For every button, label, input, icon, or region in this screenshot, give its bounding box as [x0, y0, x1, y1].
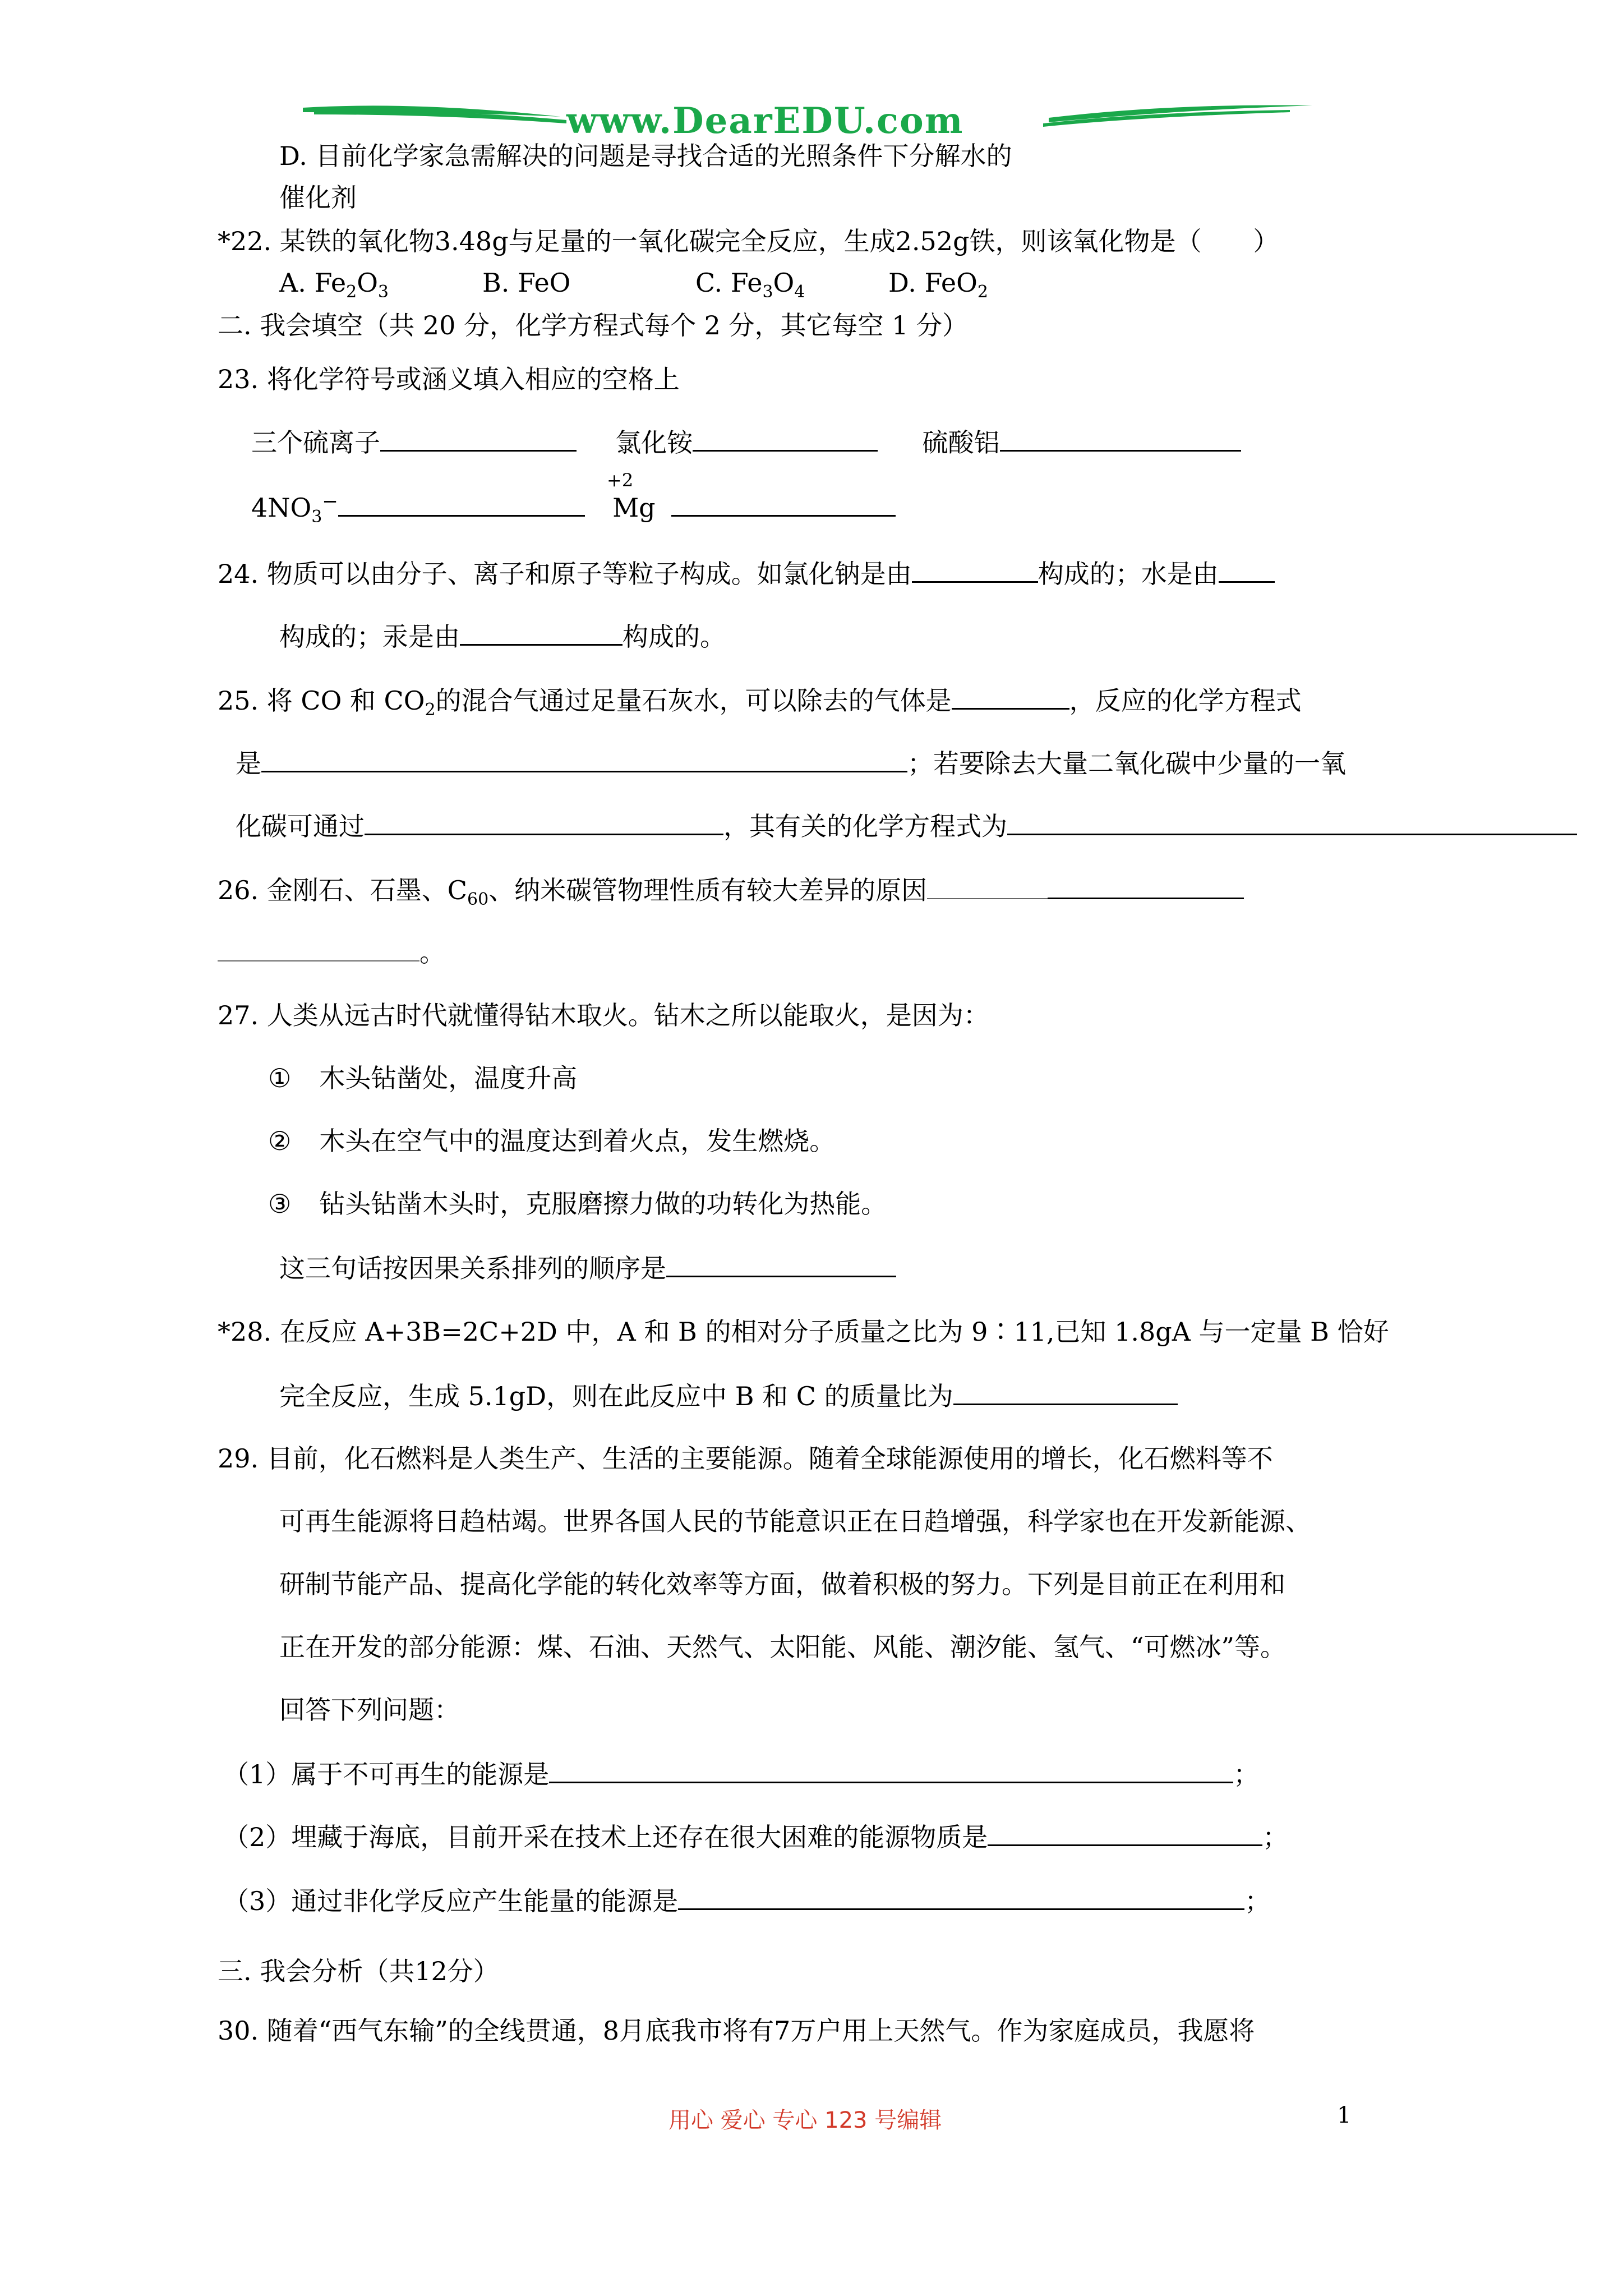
question-23: 23. 将化学符号或涵义填入相应的空格上 — [218, 364, 680, 394]
blank[interactable] — [1048, 872, 1244, 899]
q22-option-b: B. FeO — [482, 268, 571, 298]
blank[interactable] — [338, 489, 585, 517]
blank[interactable] — [912, 555, 1038, 583]
question-25-line3: 化碳可通过 ，其有关的化学方程式为 — [236, 808, 1577, 843]
q23-row1: 三个硫离子 氯化铵 硫酸铝 — [251, 424, 1241, 459]
blank[interactable] — [666, 1250, 896, 1277]
question-22: *22. 某铁的氧化物3.48g与足量的一氧化碳完全反应，生成2.52g铁，则该氧化物是（ ） — [218, 226, 1279, 256]
blank[interactable] — [927, 872, 1048, 899]
blank[interactable] — [261, 745, 907, 772]
question-30: 30. 随着“西气东输”的全线贯通，8月底我市将有7万户用上天然气。作为家庭成员，我愿将 — [218, 2016, 1255, 2046]
blank[interactable] — [380, 424, 577, 452]
blank[interactable] — [460, 618, 623, 646]
q27-item-3: ③ 钻头钻凿木头时，克服磨擦力做的功转化为热能。 — [268, 1189, 887, 1219]
q29-sub-2: （2）埋藏于海底，目前开采在技术上还存在很大困难的能源物质是 ； — [223, 1819, 1288, 1854]
question-25-line1: 25. 将 CO 和 $CO_2$的混合气通过足量石灰水，可以除去的气体是 ，反应的化学方程式 — [218, 682, 1302, 717]
q22-option-c: C. $Fe_3O_4$ — [695, 268, 805, 302]
q27-item-1: ① 木头钻凿处，温度升高 — [268, 1063, 578, 1093]
question-28-line1: *28. 在反应 A+3B=2C+2D 中，A 和 B 的相对分子质量之比为 9∶11,已知 1.8gA 与一定量 B 恰好 — [218, 1317, 1389, 1347]
question-25-line2: 是 ；若要除去大量二氧化碳中少量的一氧 — [236, 745, 1346, 780]
blank[interactable] — [952, 682, 1069, 710]
blank[interactable] — [1007, 808, 1577, 835]
question-26-line1: 26. 金刚石、石墨、$C_{60}$、纳米碳管物理性质有较大差异的原因 — [218, 872, 1244, 907]
blank[interactable] — [365, 808, 723, 835]
q29-sub-3: （3）通过非化学反应产生能量的能源是 ； — [223, 1883, 1270, 1918]
option-d-line1: D. 目前化学家急需解决的问题是寻找合适的光照条件下分解水的 — [279, 141, 1012, 171]
question-26-line2: 。 — [218, 935, 445, 969]
q27-order: 这三句话按因果关系排列的顺序是 — [279, 1250, 896, 1285]
q22-option-d: D. FeO$_2$ — [888, 268, 988, 302]
question-24-line2: 构成的；汞是由 构成的。 — [279, 618, 726, 654]
blank[interactable] — [988, 1819, 1262, 1846]
question-29-line3: 研制节能产品、提高化学能的转化效率等方面，做着积极的努力。下列是目前正在利用和 — [279, 1569, 1285, 1599]
page-number: 1 — [1337, 2102, 1352, 2128]
blank[interactable] — [1000, 424, 1241, 452]
blank[interactable] — [693, 424, 878, 452]
blank[interactable] — [953, 1378, 1178, 1405]
footer-text: 用心 爱心 专心 123 号编辑 — [668, 2108, 942, 2133]
header-logo — [303, 95, 1312, 146]
question-28-line2: 完全反应，生成 5.1gD，则在此反应中 B 和 C 的质量比为 — [279, 1378, 1178, 1413]
q27-item-2: ② 木头在空气中的温度达到着火点，发生燃烧。 — [268, 1126, 836, 1156]
question-29-line4: 正在开发的部分能源：煤、石油、天然气、太阳能、风能、潮汐能、氢气、“可燃冰”等。 — [279, 1632, 1287, 1662]
logo-text: www.DearEDU.com — [566, 100, 964, 142]
question-29-line1: 29. 目前，化石燃料是人类生产、生活的主要能源。随着全球能源使用的增长，化石燃料等不 — [218, 1443, 1273, 1474]
question-24-line1: 24. 物质可以由分子、离子和原子等粒子构成。如氯化钠是由 构成的；水是由 — [218, 555, 1275, 591]
q22-option-a: A. $Fe_2O_3$ — [279, 268, 389, 302]
blank[interactable] — [1219, 555, 1275, 583]
question-29-line5: 回答下列问题： — [279, 1695, 460, 1725]
section-3-heading: 三. 我会分析（共12分） — [218, 1956, 499, 1986]
question-27: 27. 人类从远古时代就懂得钻木取火。钻木之所以能取火，是因为： — [218, 1000, 989, 1030]
blank[interactable] — [549, 1756, 1233, 1783]
option-d-line2: 催化剂 — [279, 182, 357, 213]
q23-mg-charge: +2 — [607, 470, 634, 491]
blank[interactable] — [218, 935, 419, 961]
q29-sub-1: （1）属于不可再生的能源是 ； — [223, 1756, 1259, 1791]
blank[interactable] — [678, 1883, 1244, 1910]
question-29-line2: 可再生能源将日趋枯竭。世界各国人民的节能意识正在日趋增强，科学家也在开发新能源、 — [279, 1506, 1311, 1536]
blank[interactable] — [671, 489, 896, 517]
section-2-heading: 二. 我会填空（共 20 分，化学方程式每个 2 分，其它每空 1 分） — [218, 310, 969, 341]
q23-row2: $4NO_3^-$ Mg — [251, 489, 896, 527]
